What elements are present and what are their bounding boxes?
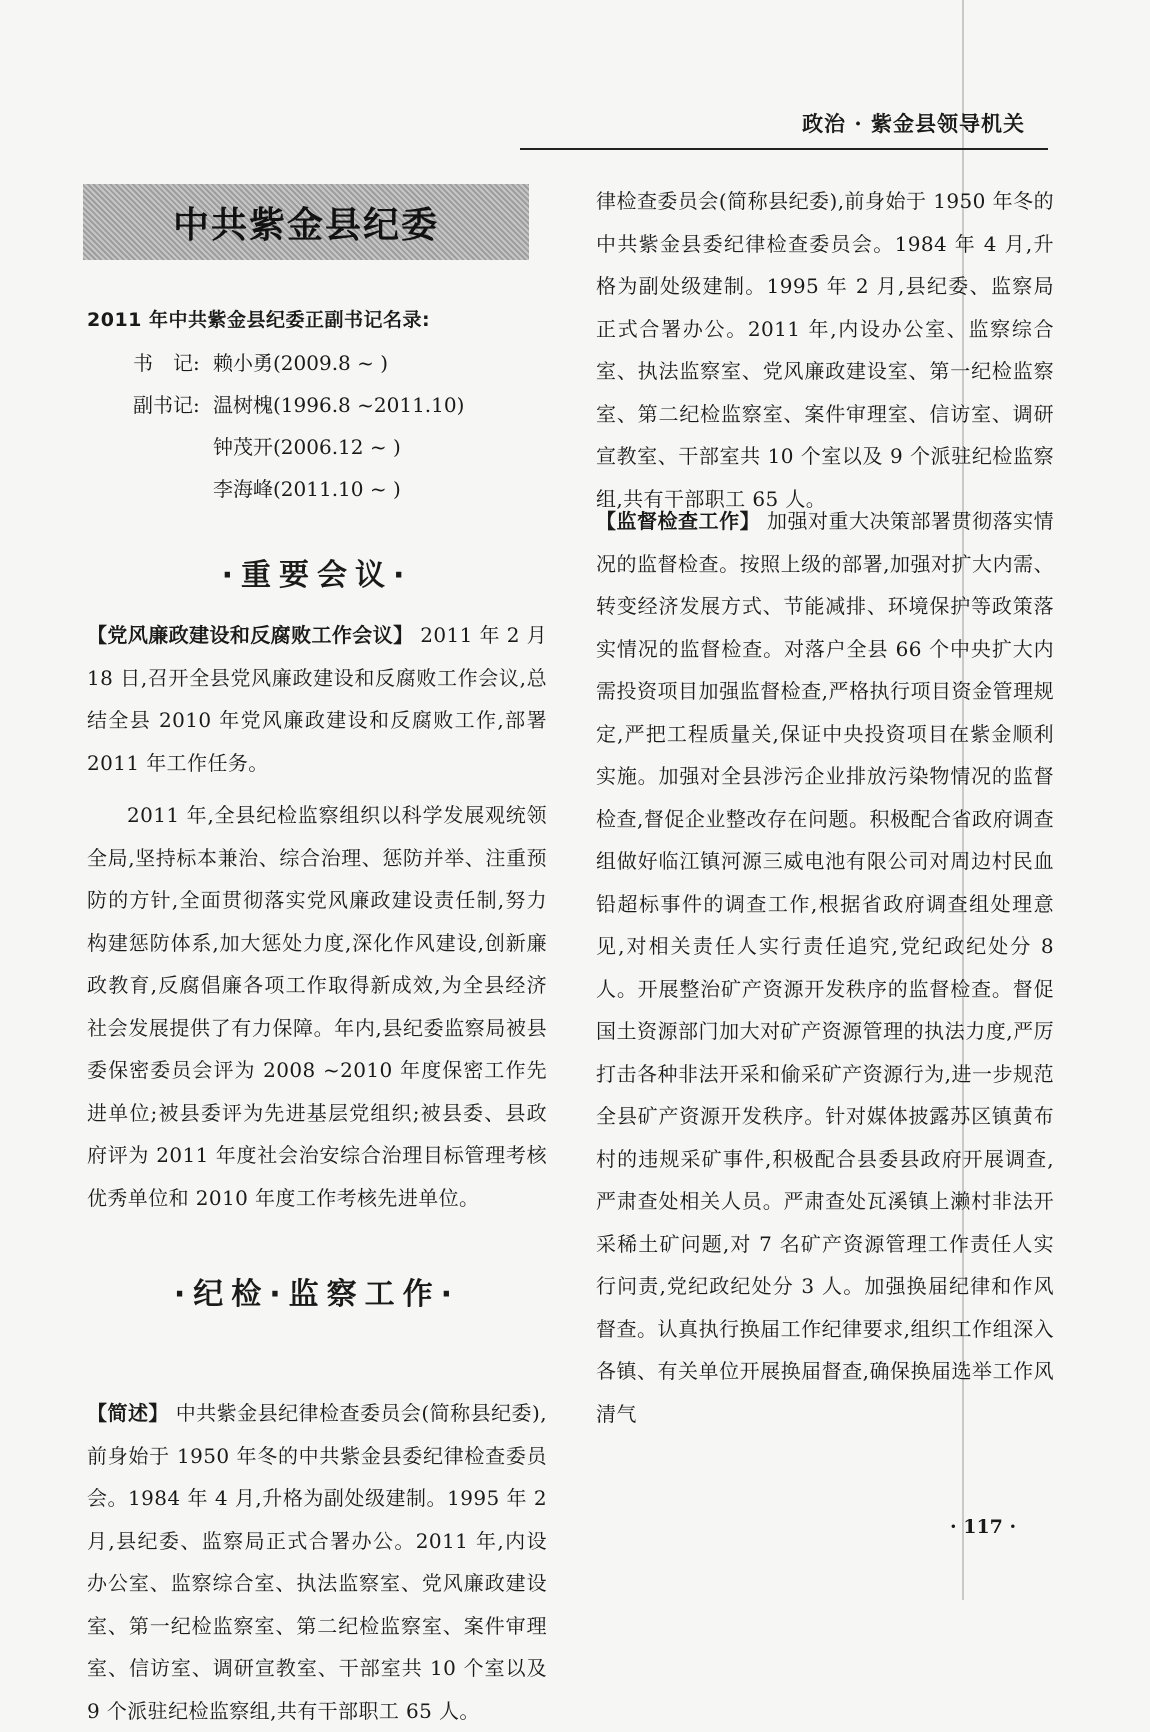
roster-heading: 2011 年中共紫金县纪委正副书记名录:: [87, 309, 431, 331]
paragraph-supervision: [596, 500, 1054, 1435]
roster-name: 温树槐(1996.8 ~2011.10): [213, 393, 465, 417]
roster-name: 钟茂开(2006.12 ~ ): [213, 435, 401, 459]
paragraph-tag: 【监督检查工作】: [596, 509, 761, 533]
paragraph-text: 2011 年 2 月 18 日,召开全县党风廉政建设和反腐败工作会议,总结全县 2010 年党风廉政建设和反腐败工作,部署 2011 年工作任务。: [87, 623, 548, 775]
roster-row: [87, 426, 547, 468]
roster-role: 书 记:: [133, 351, 200, 375]
left-column-continued: [87, 1392, 547, 1723]
right-column: [596, 500, 1054, 1435]
section-heading-meetings: ·重要会议·: [221, 558, 413, 593]
article-title-box: [83, 184, 529, 260]
paragraph-summary-2011: 2011 年,全县纪检监察组织以科学发展观统领全局,坚持标本兼治、综合治理、惩防并举、注重预防的方针,全面贯彻落实党风廉政建设责任制,努力构建惩防体系,加大惩处力度,深化作风建设,创新廉政教育,反腐倡廉各项工作取得新成效,为全县经济社会发展提供了有力保障。年内,县纪委监察局被县委保密委员会评为 2008 ~2010 年度保密工作先进单位;被县委评为先进基层党组织;被县委、县政府评为 2011 年度社会治安综合治理目标管理考核优秀单位和 2010 年度工作考核先进单位。: [87, 803, 547, 1210]
header-rule: [520, 148, 1048, 150]
paragraph-meeting: [87, 614, 547, 784]
roster-row: [87, 342, 547, 384]
paragraph-text: 加强对重大决策部署贯彻落实情况的监督检查。按照上级的部署,加强对扩大内需、转变经济发展方式、节能减排、环境保护等政策落实情况的监督检查。对落户全县 66 个中央扩大内需投资项目加强监督检查,严格执行项目资金管理规定,严把工程质量关,保证中央投资项目在紫金顺利实施。加强对全县涉污企业排放污染物情况的监督检查,督促企业整改存在问题。积极配合省政府调查组做好临江镇河源三威电池有限公司对周边村民血铅超标事件的调查工作,根据省政府调查组处理意见,对相关责任人实行责任追究,党纪政纪处分 8 人。开展整治矿产资源开发秩序的监督检查。督促国土资源部门加大对矿产资源管理的执法力度,严厉打击各种非法开采和偷采矿产资源行为,进一步规范全县矿产资源开发秩序。针对媒体披露苏区镇黄布村的违规采矿事件,积极配合县委县政府开展调查,严肃查处相关人员。严肃查处瓦溪镇上濑村非法开采稀土矿问题,对 7 名矿产资源管理工作责任人实行问责,党纪政纪处分 3 人。加强换届纪律和作风督查。认真执行换届工作纪律要求,组织工作组深入各镇、有关单位开展换届督查,确保换届选举工作风清气: [596, 509, 1055, 1426]
paragraph-tag: 【党风廉政建设和反腐败工作会议】: [87, 623, 414, 647]
left-column: [87, 300, 547, 1335]
roster-row: [87, 384, 547, 426]
running-header: 政治 · 紫金县领导机关: [802, 111, 1025, 136]
roster-row: [87, 468, 547, 510]
right-column-top: [596, 180, 1054, 511]
article-title: 中共紫金县纪委: [172, 204, 439, 246]
section-heading-discipline: ·纪检·监察工作·: [173, 1277, 461, 1312]
roster-role: 副书记:: [133, 393, 200, 417]
roster-name: 李海峰(2011.10 ~ ): [213, 477, 401, 501]
paragraph-text: 中共紫金县纪律检查委员会(简称县纪委),前身始于 1950 年冬的中共紫金县委纪律检查委员会。1984 年 4 月,升格为副处级建制。1995 年 2 月,县纪委、监察局正式合署办公。2011 年,内设办公室、监察综合室、执法监察室、党风廉政建设室、第一纪检监察室、第二纪检监察室、案件审理室、信访室、调研宣教室、干部室共 10 个室以及 9 个派驻纪检监察组,共有干部职工 65 人。: [87, 1401, 547, 1723]
paragraph-overview-continued: 律检查委员会(简称县纪委),前身始于 1950 年冬的中共紫金县委纪律检查委员会。1984 年 4 月,升格为副处级建制。1995 年 2 月,县纪委、监察局正式合署办公。2011 年,内设办公室、监察综合室、执法监察室、党风廉政建设室、第一纪检监察室、第二纪检监察室、案件审理室、信访室、调研宣教室、干部室共 10 个室以及 9 个派驻纪检监察组,共有干部职工 65 人。: [596, 189, 1054, 511]
roster-name: 赖小勇(2009.8 ~ ): [213, 351, 389, 375]
paragraph-tag: 【简述】: [87, 1401, 169, 1425]
paragraph-overview: [87, 1392, 547, 1732]
page-number: · 117 ·: [950, 1516, 1017, 1538]
